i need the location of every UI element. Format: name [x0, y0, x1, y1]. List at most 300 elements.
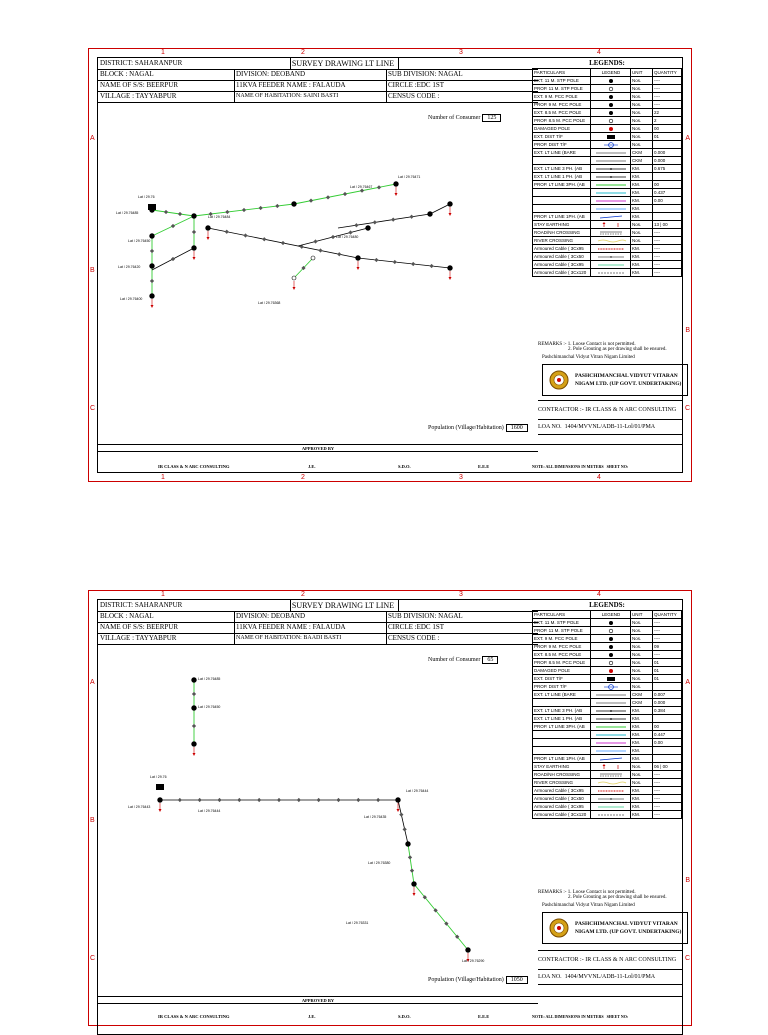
stay-earthing-icon: [151, 305, 154, 308]
node-label: Lat / 29.76444: [198, 809, 221, 813]
legend-quantity: ----: [654, 772, 660, 777]
legend-particular: Armoured Cable ( 3Cx120: [533, 269, 591, 276]
legend-particular: PROP. LT LINE 1PH. (AB: [533, 213, 591, 220]
legend-row: [532, 763, 682, 771]
existing-pole-icon: [292, 202, 297, 207]
legend-unit: Nos.: [631, 763, 653, 770]
legend-row: [532, 715, 682, 723]
node-label: Lat / 29.76380: [368, 861, 391, 865]
legend-quantity: 01: [654, 668, 660, 673]
line-pole-icon: [348, 230, 352, 234]
existing-pole-icon: [428, 212, 433, 217]
legend-quantity: 2: [654, 118, 657, 123]
existing-lt-line: [358, 258, 450, 268]
legend-quantity: ----: [654, 78, 660, 83]
legend-particular: PROP. 8.5 M. PCC POLE: [533, 659, 591, 666]
line-pole-icon: [192, 724, 196, 728]
legend-unit: Nos.: [631, 651, 653, 658]
population-field: Population (Village/Habitation) 1050: [428, 976, 528, 984]
legend-particular: [533, 157, 591, 164]
legend-quantity: ----: [654, 270, 660, 275]
legend-header: QUANTITY: [654, 70, 677, 75]
column-number: 2: [301, 591, 305, 598]
legend-unit: Nos.: [631, 221, 653, 228]
legend-symbol: [591, 787, 631, 794]
existing-pole-icon: [466, 948, 471, 953]
legend-symbol: [591, 93, 631, 100]
legend-header: UNIT: [631, 611, 653, 618]
existing-pole-icon: [192, 678, 197, 683]
node-label: Lat / 29.76485: [198, 677, 221, 681]
legend-symbol: [591, 731, 631, 738]
legend-quantity: 0.000: [654, 150, 666, 155]
existing-pole-icon: [150, 234, 155, 239]
line-pole-icon: [164, 210, 168, 214]
line-pole-icon: [326, 195, 330, 199]
legend-row: [532, 173, 682, 181]
column-number: 2: [301, 474, 305, 481]
legend-unit: Nos.: [631, 675, 653, 682]
legend-row: [532, 93, 682, 101]
legend-unit: KM.: [631, 811, 653, 818]
legend-header: PARTICULARS: [533, 69, 591, 76]
legend-unit: Nos.: [631, 109, 653, 116]
line-pole-icon: [376, 798, 380, 802]
legend-quantity: 0.675: [654, 166, 666, 171]
legend-quantity: ----: [654, 796, 660, 801]
proposed-pole-icon: [292, 276, 296, 280]
legend-quantity: [653, 747, 683, 754]
legend-row: [532, 205, 682, 213]
legend-particular: DAMAGED POLE: [533, 125, 591, 132]
legend-quantity: ----: [654, 262, 660, 267]
node-label: Lat / 29.76: [138, 195, 155, 199]
legend-symbol: [591, 707, 631, 714]
sdo-signature: S.D.O.: [398, 464, 411, 469]
stay-earthing-icon: [449, 277, 452, 280]
existing-pole-icon: [412, 882, 417, 887]
existing-pole-icon: [448, 202, 453, 207]
legend-symbol: [591, 229, 631, 236]
legend-symbol: [591, 627, 631, 634]
legend-unit: KM.: [631, 739, 653, 746]
legend-particular: DAMAGED POLE: [533, 667, 591, 674]
sdo-signature: S.D.O.: [398, 1014, 411, 1019]
stay-earthing-icon: [159, 809, 162, 812]
consumer-count: Number of Consumer 125: [428, 114, 501, 122]
legend-rows: [532, 610, 682, 819]
legend-row: [532, 77, 682, 85]
legend-particular: EXT. LT LINE 1 PH. (AB: [533, 715, 591, 722]
legend-particular: EXT. 9 M. PCC POLE: [533, 635, 591, 642]
legend-symbol: [591, 811, 631, 818]
stay-earthing-icon: [413, 893, 416, 896]
legend-header-row: [532, 68, 682, 77]
legend-symbol: [591, 667, 631, 674]
legend-row: [532, 229, 682, 237]
legend-row: [532, 771, 682, 779]
legend-unit: Nos.: [631, 643, 653, 650]
existing-lt-line: [398, 800, 408, 844]
legend-unit: KM.: [631, 181, 653, 188]
legend-header: LEGEND: [591, 611, 631, 618]
column-number: 2: [301, 49, 305, 56]
node-label: Lat / 29.76400: [120, 297, 143, 301]
consumer-count: Number of Consumer 65: [428, 656, 498, 664]
divider: [98, 444, 682, 445]
line-pole-icon: [410, 869, 414, 873]
row-letter: B: [90, 817, 95, 824]
existing-pole-icon: [192, 742, 197, 747]
legend-particular: EXT. 9 M. PCC POLE: [533, 93, 591, 100]
legend-row: [532, 253, 682, 261]
legend-symbol: [591, 181, 631, 188]
village-field: VILLAGE : TAYYABPUR: [98, 91, 235, 102]
legend-table: [532, 600, 682, 819]
drawing-frame: [97, 57, 683, 473]
stay-earthing-icon: [397, 809, 400, 812]
legend-particular: EXT. DIST T/F: [533, 133, 591, 140]
legend-unit: Nos.: [631, 237, 653, 244]
legend-symbol: [591, 173, 631, 180]
legend-quantity: ----: [654, 652, 660, 657]
legend-symbol: [591, 659, 631, 666]
legend-row: [532, 197, 682, 205]
line-pole-icon: [171, 257, 175, 261]
legend-unit: Nos.: [631, 117, 653, 124]
legend-symbol: [591, 683, 631, 690]
village-field: VILLAGE : TAYYABPUR: [98, 633, 235, 644]
line-pole-icon: [373, 220, 377, 224]
population-field: Population (Village/Habitation) 1600: [428, 424, 528, 432]
existing-pole-icon: [150, 294, 155, 299]
survey-drawing-sheet-2: [88, 590, 692, 1026]
line-pole-icon: [374, 258, 378, 262]
line-pole-icon: [237, 798, 241, 802]
legend-quantity: ----: [654, 628, 660, 633]
legend-unit: Nos.: [631, 77, 653, 84]
row-letter: C: [90, 405, 96, 412]
legend-unit: Nos.: [631, 659, 653, 666]
legend-unit: KM.: [631, 253, 653, 260]
line-pole-icon: [336, 798, 340, 802]
je-signature: J.E.: [308, 1014, 316, 1019]
legend-quantity: 09: [654, 644, 660, 649]
legend-symbol: [591, 165, 631, 172]
district-field: DISTRICT: SAHARANPUR: [98, 58, 291, 69]
legend-row: [532, 133, 682, 141]
node-label: Lat / 29.76290: [462, 959, 485, 963]
legend-row: [532, 149, 682, 157]
existing-lt-line: [338, 214, 430, 228]
legend-quantity: ----: [654, 780, 660, 785]
legend-symbol: [591, 747, 631, 754]
feeder-field: 11KVA FEEDER NAME : FALAUDA: [234, 622, 387, 633]
node-label: Lat / 29.76: [150, 775, 167, 779]
legend-unit: Nos.: [631, 619, 653, 626]
node-label: Lat / 29.76420: [118, 265, 141, 269]
legend-quantity: ----: [654, 788, 660, 793]
legend-unit: KM.: [631, 197, 653, 204]
line-pole-icon: [313, 239, 317, 243]
legend-symbol: [591, 675, 631, 682]
legend-quantity: 0.447: [654, 732, 666, 737]
existing-pole-icon: [396, 798, 401, 803]
legend-particular: [533, 747, 591, 754]
line-pole-icon: [178, 212, 182, 216]
note-field: NOTE: ALL DIMENSIONS IN METERS SHEET NO:: [532, 1014, 629, 1019]
legend-quantity: [653, 173, 683, 180]
node-label: Lat / 29.76443: [128, 805, 151, 809]
legend-symbol: [591, 77, 631, 84]
line-pole-icon: [399, 813, 403, 817]
line-pole-icon: [377, 185, 381, 189]
column-number: 3: [459, 474, 463, 481]
line-pole-icon: [403, 827, 407, 831]
legend-unit: Nos.: [631, 229, 653, 236]
legend-quantity: ----: [654, 230, 660, 235]
line-pole-icon: [409, 215, 413, 219]
firm-name: IR CLASS & N ARC CONSULTING: [158, 1014, 230, 1019]
line-pole-icon: [198, 798, 202, 802]
legend-row: [532, 157, 682, 165]
legend-row: [532, 779, 682, 787]
legend-symbol: [591, 221, 631, 228]
legend-particular: ROAD/NH CROSSING: [533, 771, 591, 778]
legend-unit: CKM: [631, 157, 653, 164]
legend-symbol: [591, 253, 631, 260]
legend-symbol: [591, 691, 631, 698]
legend-row: [532, 181, 682, 189]
contractor-field: CONTRACTOR :- IR CLASS & N ARC CONSULTING: [538, 950, 682, 970]
legend-unit: Nos.: [631, 133, 653, 140]
line-pole-icon: [225, 230, 229, 234]
legend-row: [532, 747, 682, 755]
legend-row: [532, 739, 682, 747]
legend-row: [532, 795, 682, 803]
stay-earthing-icon: [395, 193, 398, 196]
lt-line-map: [98, 660, 538, 980]
legend-quantity: [653, 755, 683, 762]
legend-row: [532, 165, 682, 173]
legend-unit: Nos.: [631, 779, 653, 786]
remarks: REMARKS :- 1. Loose Contact is not permitted. 2. Pole Grouting as per drawing shall be ensured. Pashchimanchal Vidyut Vitran Nigam Limited: [538, 890, 667, 908]
census-field: CENSUS CODE :: [388, 634, 440, 642]
legend-particular: PROP. 8.5 M. PCC POLE: [533, 117, 591, 124]
drawing-frame: [97, 599, 683, 1035]
row-letter: A: [90, 135, 95, 142]
legend-table: [532, 58, 682, 277]
existing-pole-icon: [192, 706, 197, 711]
legend-row: [532, 787, 682, 795]
legend-unit: Nos.: [631, 683, 653, 690]
column-number: 1: [161, 591, 165, 598]
legend-row: [532, 245, 682, 253]
legend-row: [532, 117, 682, 125]
legend-unit: Nos.: [631, 771, 653, 778]
company-logo-icon: [549, 918, 569, 938]
legend-unit: KM.: [631, 731, 653, 738]
line-pole-icon: [192, 692, 196, 696]
legend-particular: ROAD/NH CROSSING: [533, 229, 591, 236]
legend-quantity: 01: [654, 134, 660, 139]
legend-title: LEGENDS:: [589, 59, 625, 67]
node-label: Lat / 29.76331: [346, 921, 369, 925]
circle-field: CIRCLE :EDC 1ST: [388, 81, 445, 89]
line-pole-icon: [317, 798, 321, 802]
legend-symbol: [591, 779, 631, 786]
legend-symbol: [591, 619, 631, 626]
legend-row: [532, 125, 682, 133]
row-letter: C: [684, 955, 690, 962]
legend-row: [532, 651, 682, 659]
legend-row: [532, 691, 682, 699]
column-number: 4: [597, 49, 601, 56]
node-label: Lat / 29.76435: [364, 815, 387, 819]
legend-unit: Nos.: [631, 667, 653, 674]
legend-quantity: ----: [654, 254, 660, 259]
substation-field: NAME OF S/S: BEERPUR: [98, 80, 235, 91]
column-number: 4: [597, 474, 601, 481]
legend-unit: KM.: [631, 245, 653, 252]
legend-row: [532, 237, 682, 245]
row-letter: A: [685, 679, 690, 686]
existing-lt-line: [430, 204, 450, 214]
legend-particular: PROP. LT LINE 3PH. (AB: [533, 181, 591, 188]
legend-symbol: [591, 149, 631, 156]
legend-unit: KM.: [631, 755, 653, 762]
node-label: Lat / 29.76368: [258, 301, 281, 305]
legend-particular: PROP. 11 M. STP POLE: [533, 627, 591, 634]
legend-unit: KM.: [631, 269, 653, 276]
legend-row: [532, 619, 682, 627]
stay-earthing-icon: [193, 257, 196, 260]
legend-quantity: [653, 205, 683, 212]
company-logo-icon: [549, 370, 569, 390]
legend-symbol: [591, 157, 631, 164]
substation-field: NAME OF S/S: BEERPUR: [98, 622, 235, 633]
legend-unit: CKM: [631, 149, 653, 156]
legend-unit: Nos.: [631, 635, 653, 642]
legend-quantity: ----: [654, 94, 660, 99]
divider: [98, 996, 682, 997]
legend-particular: [533, 197, 591, 204]
stay-earthing-icon: [293, 287, 296, 290]
column-number: 1: [161, 474, 165, 481]
existing-pole-icon: [406, 842, 411, 847]
legend-unit: KM.: [631, 707, 653, 714]
legend-row: [532, 141, 682, 149]
legend-unit: KM.: [631, 165, 653, 172]
row-letter: B: [685, 877, 690, 884]
legend-row: [532, 261, 682, 269]
legend-quantity: ----: [654, 620, 660, 625]
legend-row: [532, 699, 682, 707]
legend-quantity: 0.000: [654, 700, 666, 705]
legend-row: [532, 101, 682, 109]
legend-quantity: 00: [654, 182, 660, 187]
legend-quantity: 22: [654, 110, 660, 115]
legend-symbol: [591, 237, 631, 244]
legend-header: QUANTITY: [654, 612, 677, 617]
legend-symbol: [591, 261, 631, 268]
line-pole-icon: [225, 210, 229, 214]
legend-symbol: [591, 85, 631, 92]
legend-particular: EXT. LT LINE 3 PH. (AB: [533, 165, 591, 172]
proposed-lt-line: [152, 210, 194, 216]
legend-particular: EXT. DIST T/F: [533, 675, 591, 682]
legend-symbol: [591, 643, 631, 650]
proposed-lt-line: [408, 844, 414, 884]
legend-row: [532, 667, 682, 675]
legend-quantity: [653, 213, 683, 220]
legend-quantity: 0.00: [654, 740, 663, 745]
node-label: Lat / 29.76450: [198, 705, 221, 709]
legend-symbol: [591, 739, 631, 746]
census-field: CENSUS CODE :: [388, 92, 440, 100]
legend-particular: EXT. 8.5 M. PCC POLE: [533, 651, 591, 658]
division-field: DIVISION: DEOBAND: [234, 69, 387, 80]
legend-unit: CKM: [631, 691, 653, 698]
legend-row: [532, 707, 682, 715]
legend-symbol: [591, 755, 631, 762]
legend-quantity: [653, 683, 683, 690]
legend-quantity: ----: [654, 246, 660, 251]
firm-name: IR CLASS & N ARC CONSULTING: [158, 464, 230, 469]
line-pole-icon: [150, 249, 154, 253]
node-label: Lat / 29.76471: [398, 175, 421, 179]
legend-particular: EXT. LT LINE (BARE: [533, 149, 591, 156]
note-field: NOTE: ALL DIMENSIONS IN METERS SHEET NO:: [532, 464, 629, 469]
existing-pole-icon: [158, 798, 163, 803]
company-name-line-2: NIGAM LTD. (UP GOVT. UNDERTAKING): [575, 929, 682, 935]
legend-particular: EXT. LT LINE 3 PH. (AB: [533, 707, 591, 714]
line-pole-icon: [408, 855, 412, 859]
existing-pole-icon: [192, 246, 197, 251]
legend-quantity: 13 | 00: [654, 222, 668, 227]
legend-row: [532, 627, 682, 635]
existing-pole-icon: [150, 208, 155, 213]
legend-quantity: ----: [654, 238, 660, 243]
feeder-field: 11KVA FEEDER NAME : FALAUDA: [234, 80, 387, 91]
existing-pole-icon: [394, 182, 399, 187]
header-row: [98, 91, 538, 103]
legend-particular: PROP. LT LINE 1PH. (AB: [533, 755, 591, 762]
legend-symbol: [591, 205, 631, 212]
block-field: BLOCK : NAGAL: [98, 611, 235, 622]
legend-quantity: [653, 141, 683, 148]
legend-header: UNIT: [631, 69, 653, 76]
legend-particular: EXT. LT LINE (BARE: [533, 691, 591, 698]
node-label: Lat / 29.76484: [208, 215, 231, 219]
row-letter: C: [90, 955, 96, 962]
legend-unit: KM.: [631, 205, 653, 212]
legend-unit: KM.: [631, 189, 653, 196]
stay-earthing-icon: [449, 213, 452, 216]
legend-particular: RIVER CROSSING: [533, 779, 591, 786]
transformer-icon: [156, 784, 164, 790]
lt-line-map: [98, 118, 538, 428]
legend-particular: Armoured Cable ( 3Cx50: [533, 795, 591, 802]
legend-particular: [533, 731, 591, 738]
division-field: DIVISION: DEOBAND: [234, 611, 387, 622]
line-pole-icon: [429, 264, 433, 268]
legend-unit: KM.: [631, 803, 653, 810]
legend-quantity: 01: [654, 676, 660, 681]
legend-unit: Nos.: [631, 93, 653, 100]
legend-symbol: [591, 715, 631, 722]
node-label: Lat / 29.76450: [128, 239, 151, 243]
